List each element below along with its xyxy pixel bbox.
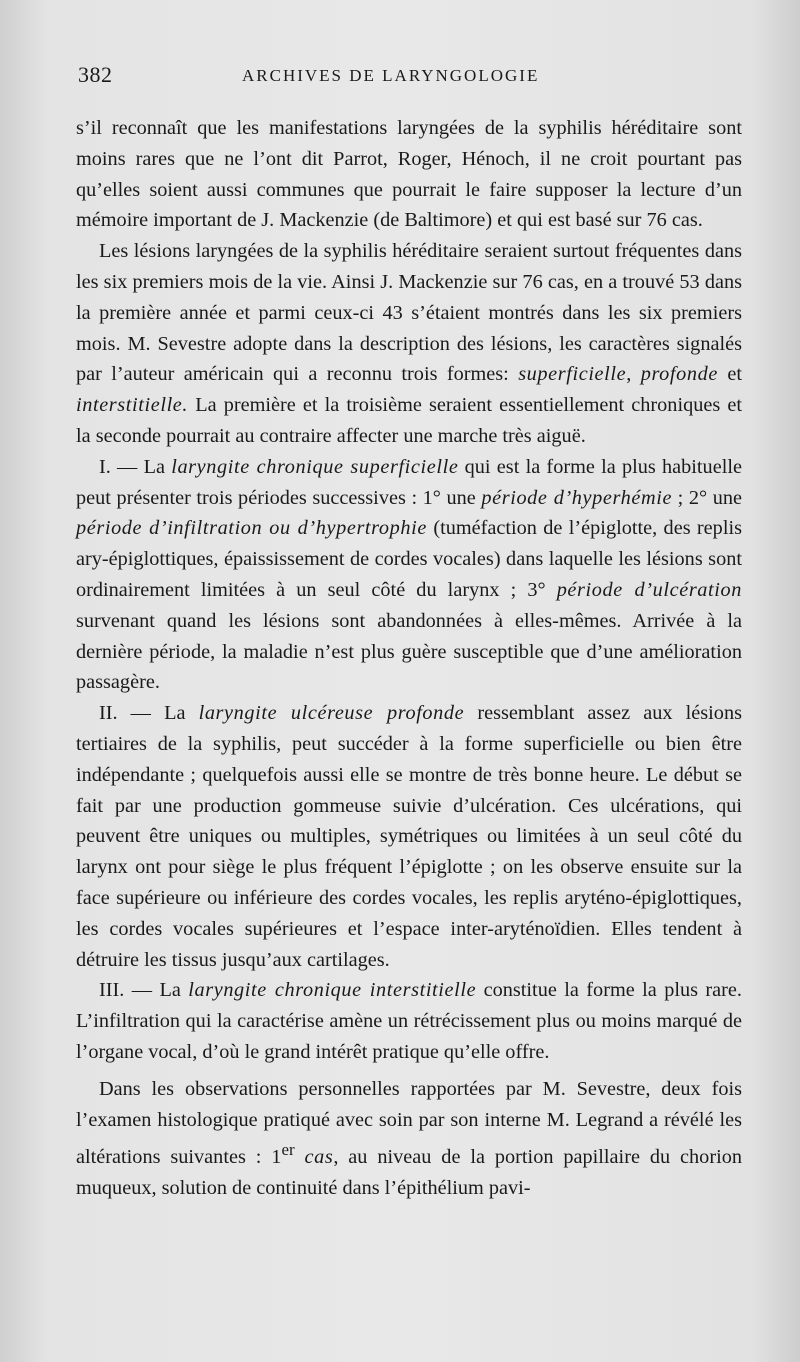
text-run: ressemblant assez aux lésions tertiaires de la syphilis, peut succéder à la forme superficielle ou bien être indépendante ; quelquefois aussi elle se montre de très bonne heure. Le début se fait par une production gommeuse suivie d’ulcération. Ces ulcérations, qui peuvent être uniques ou multiples, symétriques ou limitées à un seul côté du larynx ont pour siège le plus fréquent l’épiglotte ; on les observe ensuite sur la face supérieure ou inférieure des cordes vocales, les replis aryténo-épiglottiques, les cordes vocales supérieures et l’espace inter-aryténoïdien. Elles tendent à détruire les tissus jusqu’aux cartilages. xyxy=(76,702,742,971)
text-run: Dans les observations personnelles rapportées par M. Sevestre, deux fois l’examen histologique pratiqué avec soin par son interne M. Legrand a révélé les altérations suivantes : 1 xyxy=(76,1077,742,1169)
italic-term: profonde xyxy=(640,363,718,386)
text-run: s’il reconnaît que les manifestations laryngées de la syphilis héréditaire sont moins rares que ne l’ont dit Parrot, Roger, Hénoch, il ne croit pourtant pas qu’elles soient aussi communes que pourrait le faire supposer la lecture d’un mémoire important de J. Mackenzie (de Baltimore) et qui est basé sur 76 cas. xyxy=(76,117,742,232)
italic-term: superficielle xyxy=(518,363,627,386)
paragraph-1 xyxy=(76,113,742,236)
italic-term: laryngite ulcéreuse profonde xyxy=(198,702,465,725)
paragraph-5 xyxy=(76,975,742,1067)
italic-term: interstitielle. xyxy=(76,394,189,417)
italic-term: laryngite chronique interstitielle xyxy=(188,979,477,1002)
text-run: qui est la forme la plus habituelle peut présenter trois périodes successives : 1° une xyxy=(76,455,742,509)
italic-term: laryngite chronique superficielle xyxy=(171,455,459,478)
text-run: Les lésions laryngées de la syphilis héréditaire seraient surtout fréquentes dans les six premiers mois de la vie. Ainsi J. Mackenzie sur 76 cas, en a trouvé 53 dans la première année et parmi ceux-ci 43 s’étaient montrés dans les six premiers mois. M. Sevestre adopte dans la description des lésions, les caractères signalés par l’auteur américain qui a reconnu trois formes: xyxy=(76,240,742,386)
text-run: I. — La xyxy=(99,455,172,478)
superscript: er xyxy=(281,1140,295,1160)
paragraph-3 xyxy=(76,452,742,698)
paragraph-6 xyxy=(76,1074,742,1204)
italic-term: période d’infiltration ou d’hypertrophie xyxy=(76,517,427,540)
text-run: II. — La xyxy=(99,702,199,725)
text-run: constitue la forme la plus rare. L’infiltration qui la caractérise amène un rétrécissement plus ou moins marqué de l’organe vocal, d’où le grand intérêt pratique qu’elle offre. xyxy=(76,979,742,1063)
text-run: III. — La xyxy=(99,979,189,1002)
italic-term: période d’hyperhémie xyxy=(481,486,673,509)
page-header xyxy=(78,58,750,92)
running-title: ARCHIVES DE LARYNGOLOGIE xyxy=(242,66,540,85)
body-text xyxy=(76,113,742,1204)
text-run: ; 2° une xyxy=(672,486,742,509)
text-run: et xyxy=(717,363,742,386)
text-run: (tuméfaction de l’épiglotte, des replis ary-épiglottiques, épaississement de cordes vocales) dans laquelle les lésions sont ordinairement limitées à un seul côté du larynx ; 3° xyxy=(76,517,742,601)
italic-term: période d’ulcération xyxy=(556,578,742,601)
paragraph-2 xyxy=(76,236,742,452)
text-run: survenant quand les lésions sont abandonnées à elles-mêmes. Arrivée à la dernière période, la maladie n’est plus guère susceptible que d’une amélioration passagère. xyxy=(76,609,742,694)
italic-term: cas xyxy=(304,1146,334,1169)
paragraph-4 xyxy=(76,698,742,975)
text-run xyxy=(295,1146,305,1168)
text-run: , au niveau de la portion papillaire du chorion muqueux, solution de continuité dans l’épithélium pavi- xyxy=(76,1146,742,1199)
text-run: , xyxy=(626,363,641,386)
text-run: La première et la troisième seraient essentiellement chroniques et la seconde pourrait au contraire affecter une marche très aiguë. xyxy=(76,394,742,447)
page-number: 382 xyxy=(78,62,113,87)
